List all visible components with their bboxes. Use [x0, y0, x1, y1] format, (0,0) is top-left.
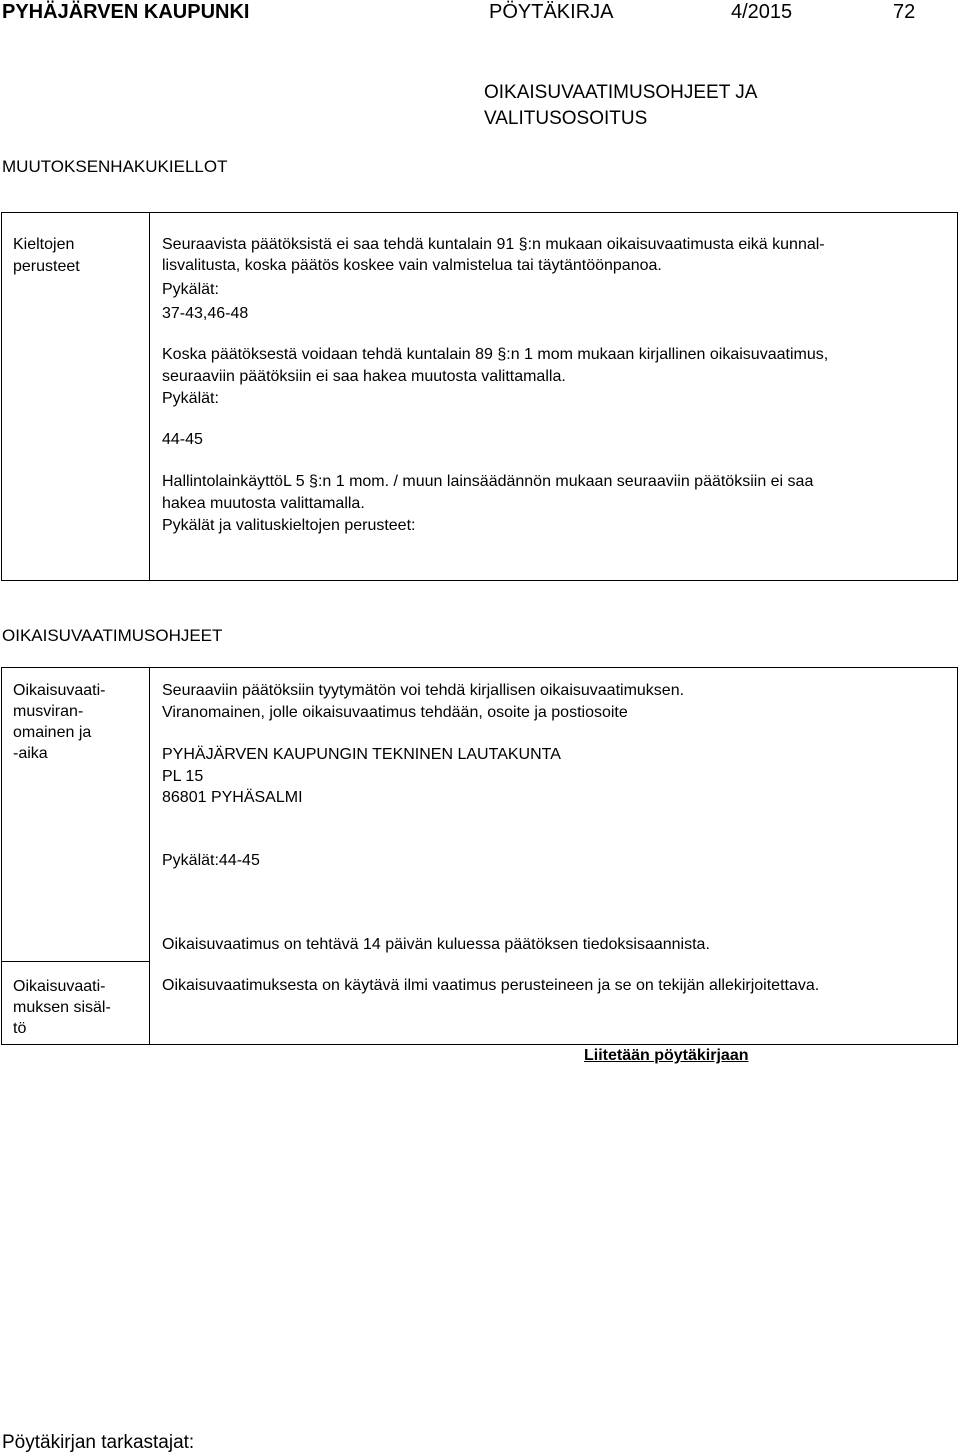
page-title-line-2: VALITUSOSOITUS: [484, 108, 648, 129]
authority-postal-address: 86801 PYHÄSALMI: [162, 789, 303, 806]
authority-name: PYHÄJÄRVEN KAUPUNGIN TEKNINEN LAUTAKUNTA: [162, 746, 561, 763]
page-title-line-1: OIKAISUVAATIMUSOHJEET JA: [484, 82, 758, 103]
restrictions-label-line-1: Kieltojen: [13, 236, 75, 253]
restrictions-p1-pykalat: 37-43,46-48: [162, 305, 249, 322]
section-heading-rectification: OIKAISUVAATIMUSOHJEET: [2, 626, 223, 645]
authority-label-line-2: musviran-: [13, 703, 84, 720]
authority-po-box: PL 15: [162, 768, 204, 785]
restrictions-p3-line-2: hakea muutosta valittamalla.: [162, 495, 365, 512]
organization-name: PYHÄJÄRVEN KAUPUNKI: [2, 1, 250, 23]
document-type: PÖYTÄKIRJA: [489, 1, 614, 23]
rectification-label-divider: [1, 961, 150, 962]
restrictions-label-line-2: perusteet: [13, 258, 80, 275]
page-number: 72: [893, 1, 916, 23]
restrictions-p2-pykalat: 44-45: [162, 431, 203, 448]
restrictions-p3-line-1: HallintolainkäyttöL 5 §:n 1 mom. / muun lainsäädännön mukaan seuraaviin päätöksiin ei saa: [162, 473, 814, 490]
rectification-intro: Seuraaviin päätöksiin tyytymätön voi tehdä kirjallisen oikaisuvaatimuksen.: [162, 682, 685, 699]
authority-label-line-1: Oikaisuvaati-: [13, 682, 106, 699]
rectification-pykalat: Pykälät:44-45: [162, 852, 260, 869]
restrictions-p1-pykalat-label: Pykälät:: [162, 281, 219, 298]
section-heading-restrictions: MUUTOKSENHAKUKIELLOT: [2, 157, 228, 176]
attachment-note: Liitetään pöytäkirjaan: [584, 1047, 749, 1064]
content-label-line-2: muksen sisäl-: [13, 999, 111, 1016]
restrictions-p1-line-2: lisvalitusta, koska päätös koskee vain valmistelua tai täytäntöönpanoa.: [162, 257, 662, 274]
minutes-checkers-label: Pöytäkirjan tarkastajat:: [2, 1432, 195, 1453]
authority-label-line-4: -aika: [13, 745, 48, 762]
restrictions-p2-pykalat-label: Pykälät:: [162, 390, 219, 407]
rectification-authority-intro: Viranomainen, jolle oikaisuvaatimus tehdään, osoite ja postiosoite: [162, 704, 628, 721]
rectification-deadline: Oikaisuvaatimus on tehtävä 14 päivän kuluessa päätöksen tiedoksisaannista.: [162, 936, 710, 953]
restrictions-p2-line-2: seuraaviin päätöksiin ei saa hakea muutosta valittamalla.: [162, 368, 566, 385]
document-number: 4/2015: [731, 1, 793, 23]
rectification-table-divider: [149, 667, 150, 1045]
restrictions-p2-line-1: Koska päätöksestä voidaan tehdä kuntalain 89 §:n 1 mom mukaan kirjallinen oikaisuvaatimus,: [162, 346, 829, 363]
content-label-line-1: Oikaisuvaati-: [13, 978, 106, 995]
restrictions-table-divider: [149, 212, 150, 581]
restrictions-p3-line-3: Pykälät ja valituskieltojen perusteet:: [162, 517, 416, 534]
rectification-content-text: Oikaisuvaatimuksesta on käytävä ilmi vaatimus perusteineen ja se on tekijän allekirjoitettava.: [162, 977, 820, 994]
restrictions-p1-line-1: Seuraavista päätöksistä ei saa tehdä kuntalain 91 §:n mukaan oikaisuvaatimusta eikä kunnal-: [162, 236, 825, 253]
content-label-line-3: tö: [13, 1020, 27, 1037]
authority-label-line-3: omainen ja: [13, 724, 92, 741]
